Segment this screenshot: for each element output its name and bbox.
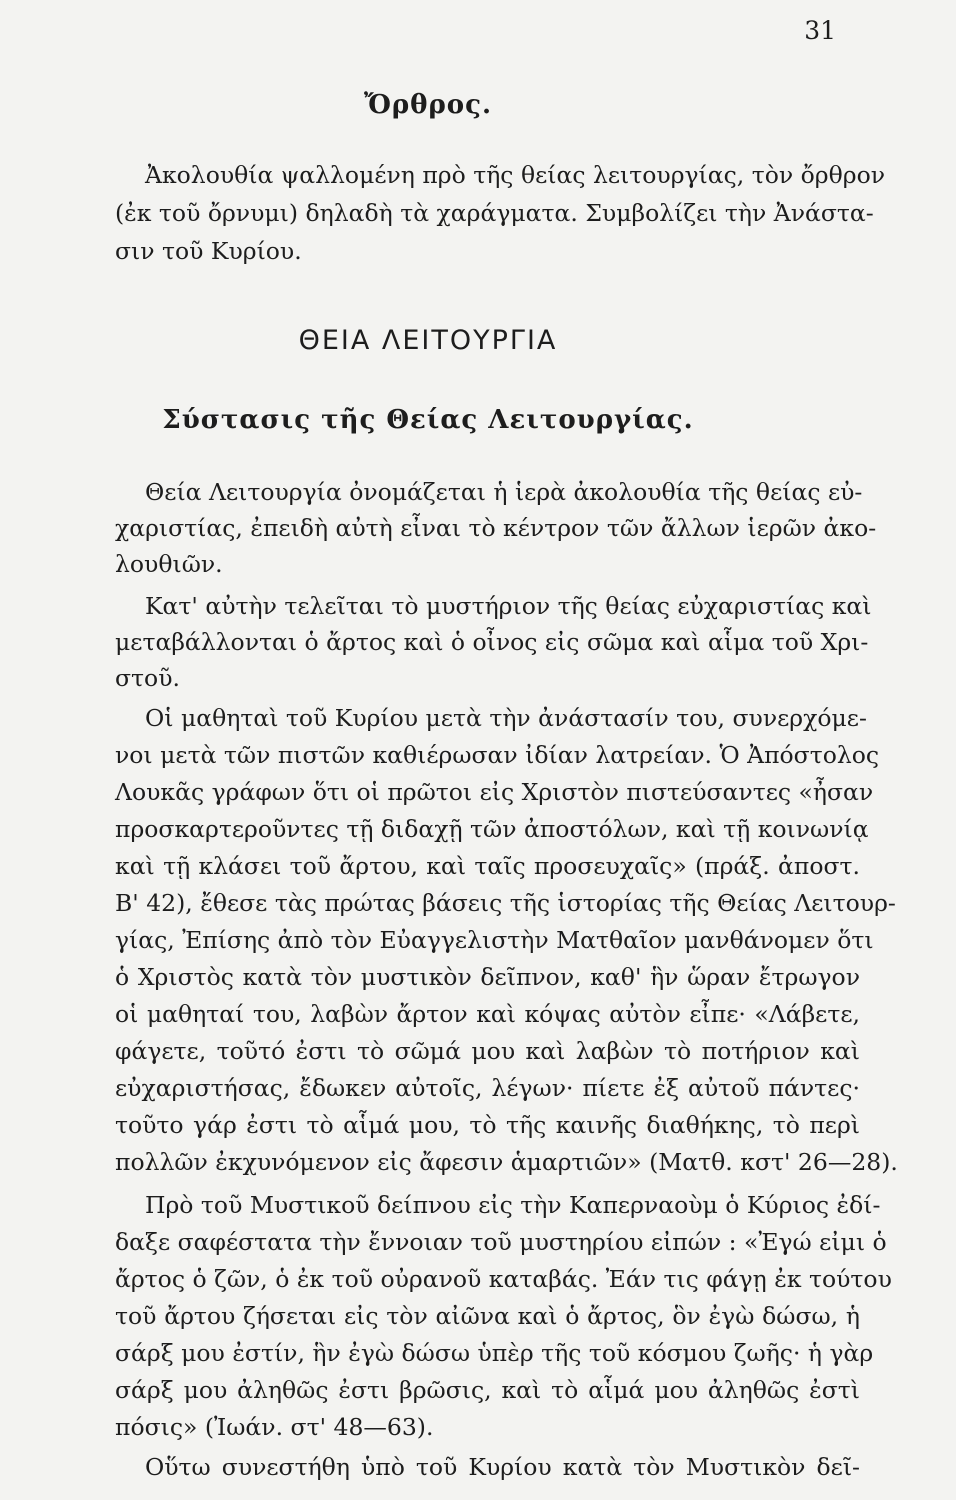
orthros-title: Ὄρθρος. [363,90,493,120]
text-line: λουθιῶν. [115,550,223,578]
text-line: φάγετε, τοῦτό ἐστι τὸ σῶμά μου καὶ λαβὼν τὸ ποτήριον καὶ [115,1037,860,1065]
text-line: Πρὸ τοῦ Μυστικοῦ δείπνου εἰς τὴν Καπερναοὺμ ὁ Κύριος ἐδί- [145,1191,881,1219]
text-line: (ἐκ τοῦ ὄρνυμι) δηλαδὴ τὰ χαράγματα. Συμβολίζει τὴν Ἀνάστα- [115,199,874,227]
text-line: Θεία Λειτουργία ὀνομάζεται ἡ ἱερὰ ἀκολουθία τῆς θείας εὐ- [145,478,863,506]
text-line: δαξε σαφέστατα τὴν ἔννοιαν τοῦ μυστηρίου εἰπών : «Ἐγώ εἰμι ὁ [115,1228,887,1256]
text-line: πόσις» (Ἰωάν. στ' 48—63). [115,1413,434,1441]
text-line: σάρξ μου ἀληθῶς ἐστι βρῶσις, καὶ τὸ αἷμά μου ἀληθῶς ἐστὶ [115,1376,860,1404]
text-line: χαριστίας, ἐπειδὴ αὐτὴ εἶναι τὸ κέντρον τῶν ἄλλων ἱερῶν ἀκο- [115,514,877,542]
text-line: πολλῶν ἐκχυνόμενον εἰς ἄφεσιν ἁμαρτιῶν» (Ματθ. κστ' 26—28). [115,1148,898,1176]
text-line: σάρξ μου ἐστίν, ἣν ἐγὼ δώσω ὑπὲρ τῆς τοῦ κόσμου ζωῆς· ἡ γὰρ [115,1339,874,1367]
text-line: ἄρτος ὁ ζῶν, ὁ ἐκ τοῦ οὐρανοῦ καταβάς. Ἐάν τις φάγῃ ἐκ τούτου [115,1265,892,1293]
text-line: γίας, Ἐπίσης ἀπὸ τὸν Εὐαγγελιστὴν Ματθαῖον μανθάνομεν ὅτι [115,926,874,954]
main-heading: ΘΕΙΑ ΛΕΙΤΟΥΡΓΙΑ [298,325,558,356]
text-line: καὶ τῇ κλάσει τοῦ ἄρτου, καὶ ταῖς προσευχαῖς» (πράξ. ἀποστ. [115,852,860,880]
text-line: σιν τοῦ Κυρίου. [115,237,302,265]
sub-heading: Σύστασις τῆς Θείας Λειτουργίας. [162,405,694,435]
text-line: στοῦ. [115,664,180,692]
text-line: Λουκᾶς γράφων ὅτι οἱ πρῶτοι εἰς Χριστὸν πιστεύσαντες «ἦσαν [115,778,874,806]
text-line: τοῦτο γάρ ἐστι τὸ αἷμά μου, τὸ τῆς καινῆς διαθήκης, τὸ περὶ [115,1111,860,1139]
text-line: Κατ' αὐτὴν τελεῖται τὸ μυστήριον τῆς θείας εὐχαριστίας καὶ [145,592,872,620]
text-line: οἱ μαθηταί του, λαβὼν ἄρτον καὶ κόψας αὐτὸν εἶπε· «Λάβετε, [115,1000,860,1028]
text-line: εὐχαριστήσας, ἔδωκεν αὐτοῖς, λέγων· πίετε ἐξ αὐτοῦ πάντες· [115,1074,860,1102]
page-number: 31 [804,16,836,45]
text-line: Ἀκολουθία ψαλλομένη πρὸ τῆς θείας λειτουργίας, τὸν ὄρθρον [145,161,886,189]
text-line: τοῦ ἄρτου ζήσεται εἰς τὸν αἰῶνα καὶ ὁ ἄρτος, ὃν ἐγὼ δώσω, ἡ [115,1302,860,1330]
text-line: ὁ Χριστὸς κατὰ τὸν μυστικὸν δεῖπνον, καθ' ἣν ὥραν ἔτρωγον [115,963,860,991]
text-line: νοι μετὰ τῶν πιστῶν καθιέρωσαν ἰδίαν λατρείαν. Ὁ Ἀπόστολος [115,741,880,769]
text-line: προσκαρτεροῦντες τῇ διδαχῇ τῶν ἀποστόλων, καὶ τῇ κοινωνίᾳ [115,815,869,843]
text-line: Οὕτω συνεστήθη ὑπὸ τοῦ Κυρίου κατὰ τὸν Μυστικὸν δεῖ- [145,1453,860,1481]
text-line: Οἱ μαθηταὶ τοῦ Κυρίου μετὰ τὴν ἀνάστασίν του, συνερχόμε- [145,704,867,732]
text-line: Β' 42), ἔθεσε τὰς πρώτας βάσεις τῆς ἱστορίας τῆς Θείας Λειτουρ- [115,889,896,917]
text-line: μεταβάλλονται ὁ ἄρτος καὶ ὁ οἶνος εἰς σῶμα καὶ αἷμα τοῦ Χρι- [115,628,869,656]
